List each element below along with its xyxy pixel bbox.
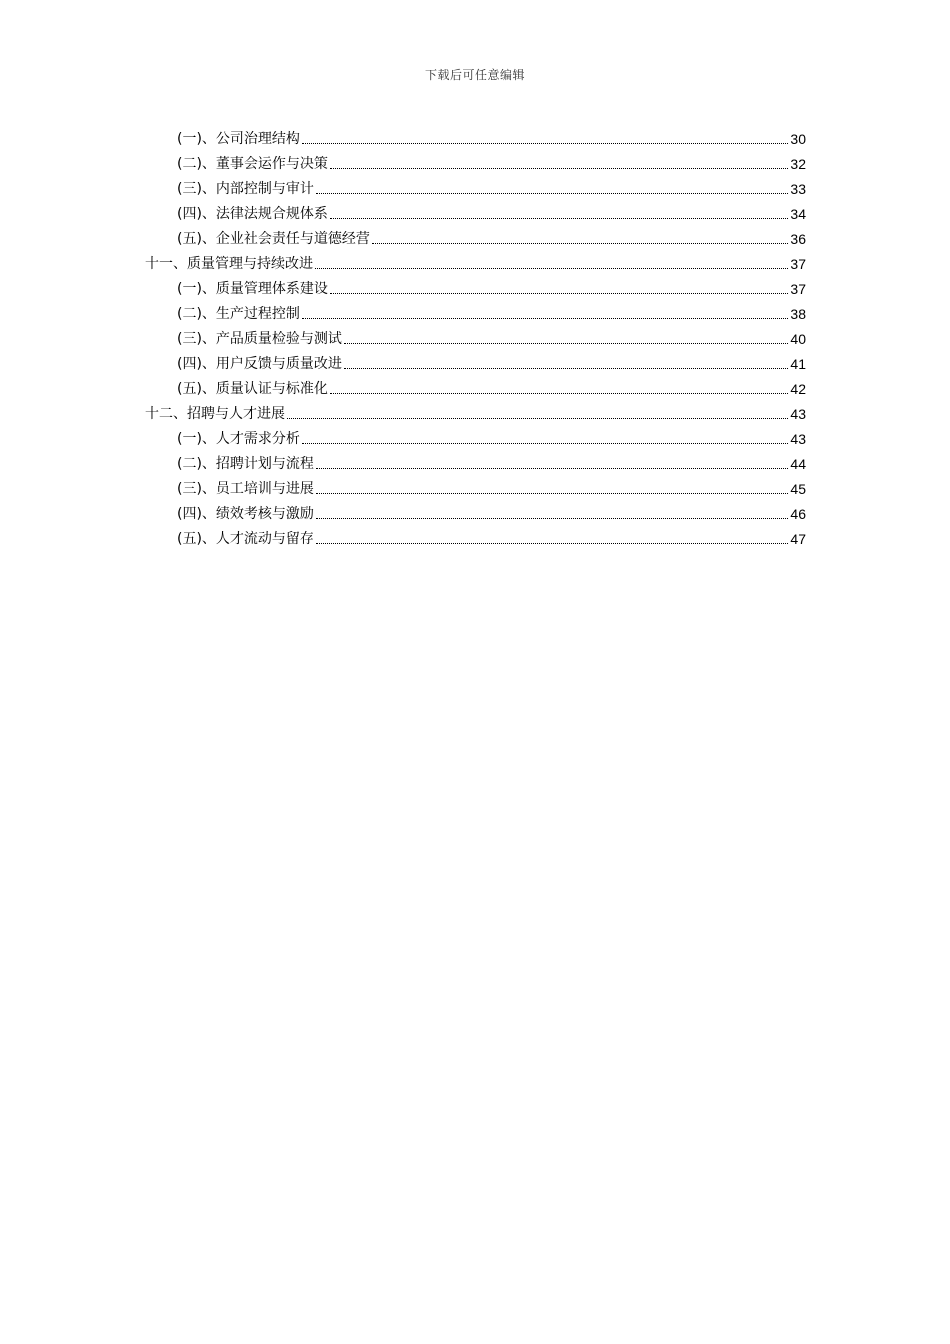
toc-entry[interactable] <box>177 377 806 399</box>
toc-chapter-entry[interactable] <box>145 402 806 424</box>
toc-page-number: 46 <box>790 506 806 522</box>
toc-entry-title: (五)、质量认证与标准化 <box>177 381 328 397</box>
toc-entry-title: (四)、绩效考核与激励 <box>177 506 314 522</box>
toc-entry-title: (二)、董事会运作与决策 <box>177 156 328 172</box>
toc-page-number: 30 <box>790 131 806 147</box>
toc-dot-leader <box>330 217 788 219</box>
toc-entry-title: (五)、企业社会责任与道德经营 <box>177 231 370 247</box>
toc-entry-title: (一)、人才需求分析 <box>177 431 300 447</box>
toc-entry[interactable] <box>177 127 806 149</box>
toc-entry-title: (五)、人才流动与留存 <box>177 531 314 547</box>
toc-entry[interactable] <box>177 527 806 549</box>
toc-page-number: 44 <box>790 456 806 472</box>
toc-page-number: 43 <box>790 431 806 447</box>
toc-entry-title: (四)、用户反馈与质量改进 <box>177 356 342 372</box>
toc-dot-leader <box>316 467 788 469</box>
toc-page-number: 34 <box>790 206 806 222</box>
toc-entry[interactable] <box>177 477 806 499</box>
toc-dot-leader <box>316 492 788 494</box>
toc-page-number: 37 <box>790 281 806 297</box>
toc-dot-leader <box>302 317 788 319</box>
toc-dot-leader <box>330 167 788 169</box>
toc-dot-leader <box>315 267 788 269</box>
toc-dot-leader <box>344 367 788 369</box>
toc-page-number: 42 <box>790 381 806 397</box>
toc-dot-leader <box>316 517 788 519</box>
toc-entry[interactable] <box>177 227 806 249</box>
toc-entry[interactable] <box>177 502 806 524</box>
toc-page-number: 38 <box>790 306 806 322</box>
toc-entry[interactable] <box>177 152 806 174</box>
toc-page-number: 41 <box>790 356 806 372</box>
toc-dot-leader <box>344 342 788 344</box>
toc-dot-leader <box>316 542 788 544</box>
toc-entry-title: 十一、质量管理与持续改进 <box>145 256 313 272</box>
toc-dot-leader <box>330 292 788 294</box>
toc-entry[interactable] <box>177 202 806 224</box>
toc-page-number: 40 <box>790 331 806 347</box>
toc-entry-title: (一)、质量管理体系建设 <box>177 281 328 297</box>
toc-page-number: 45 <box>790 481 806 497</box>
toc-page-number: 37 <box>790 256 806 272</box>
toc-dot-leader <box>287 417 788 419</box>
toc-entry[interactable] <box>177 327 806 349</box>
toc-page-number: 36 <box>790 231 806 247</box>
toc-entry-title: (二)、招聘计划与流程 <box>177 456 314 472</box>
toc-dot-leader <box>302 142 788 144</box>
toc-entry-title: (三)、员工培训与进展 <box>177 481 314 497</box>
page-header: 下载后可任意编辑 <box>424 68 525 82</box>
toc-entry-title: (二)、生产过程控制 <box>177 306 300 322</box>
toc-entry[interactable] <box>177 352 806 374</box>
toc-entry-title: 十二、招聘与人才进展 <box>145 406 285 422</box>
toc-dot-leader <box>330 392 788 394</box>
toc-entry[interactable] <box>177 427 806 449</box>
toc-entry[interactable] <box>177 177 806 199</box>
toc-entry-title: (四)、法律法规合规体系 <box>177 206 328 222</box>
toc-page-number: 47 <box>790 531 806 547</box>
toc-dot-leader <box>372 242 788 244</box>
toc-entry-title: (三)、内部控制与审计 <box>177 181 314 197</box>
toc-page-number: 33 <box>790 181 806 197</box>
toc-page-number: 43 <box>790 406 806 422</box>
toc-page-number: 32 <box>790 156 806 172</box>
toc-entry-title: (一)、公司治理结构 <box>177 131 300 147</box>
toc-chapter-entry[interactable] <box>145 252 806 274</box>
toc-entry-title: (三)、产品质量检验与测试 <box>177 331 342 347</box>
toc-entry[interactable] <box>177 302 806 324</box>
toc-dot-leader <box>316 192 788 194</box>
toc-entry[interactable] <box>177 452 806 474</box>
toc-entry[interactable] <box>177 277 806 299</box>
toc-dot-leader <box>302 442 788 444</box>
